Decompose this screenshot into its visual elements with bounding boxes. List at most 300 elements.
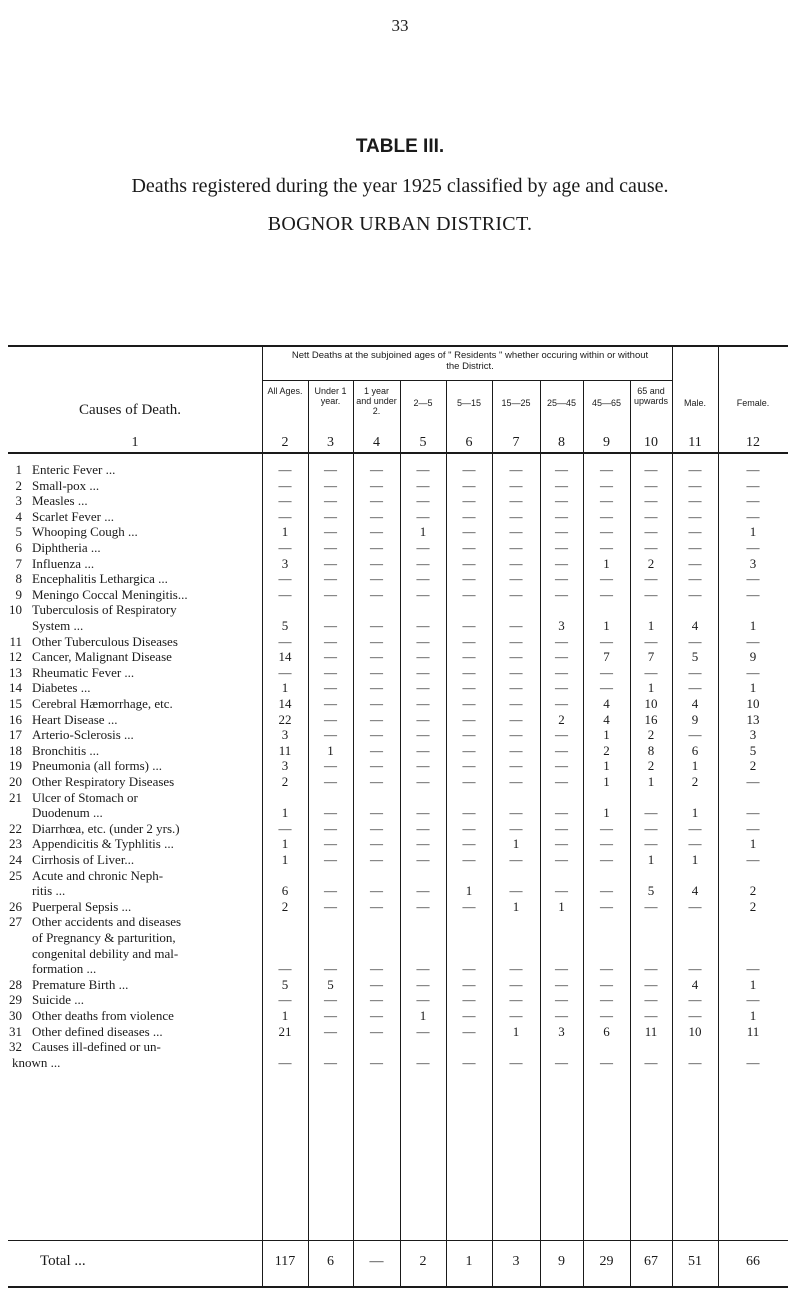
row-number: 30 xyxy=(9,1008,22,1023)
value-cell: — xyxy=(416,727,430,743)
value-cell: — xyxy=(370,617,383,633)
value-cell: — xyxy=(509,524,523,540)
column-number: 5 xyxy=(419,435,427,450)
value-cell: — xyxy=(278,508,292,524)
value-cell: 1 xyxy=(281,805,289,821)
value-cell: — xyxy=(416,774,430,789)
value-cell: 1 xyxy=(749,976,757,992)
value-cell: — xyxy=(509,664,523,680)
value-cell: — xyxy=(462,617,476,633)
value-cell: — xyxy=(416,462,430,477)
value-cell: 1 xyxy=(647,617,655,633)
column-divider xyxy=(583,380,584,1287)
value-cell: — xyxy=(555,649,568,665)
column-divider xyxy=(446,380,447,1287)
row-number: 12 xyxy=(9,649,22,665)
cause-name: Enteric Fever ... xyxy=(32,462,116,477)
value-cell: — xyxy=(746,477,760,493)
column-header: Female. xyxy=(736,398,770,408)
value-cell: — xyxy=(509,820,523,836)
value-cell: — xyxy=(416,664,430,680)
value-cell: 2 xyxy=(281,898,289,914)
column-header: All Ages. xyxy=(267,386,303,396)
value-cell: — xyxy=(555,992,568,1008)
value-cell: — xyxy=(462,664,476,680)
total-label: Total ... xyxy=(40,1253,86,1269)
value-cell: — xyxy=(600,586,613,602)
value-cell: — xyxy=(509,758,523,774)
value-cell: — xyxy=(509,508,523,524)
value-cell: — xyxy=(462,711,476,727)
value-cell: — xyxy=(416,742,430,758)
column-divider xyxy=(718,345,719,1287)
value-cell: 10 xyxy=(746,696,760,711)
value-cell: — xyxy=(278,493,292,509)
value-cell: — xyxy=(555,883,568,899)
value-cell: — xyxy=(370,805,383,821)
value-cell: — xyxy=(462,586,476,602)
page-number: 33 xyxy=(391,16,409,35)
row-number: 9 xyxy=(15,586,22,602)
value-cell: — xyxy=(370,571,383,587)
value-cell: — xyxy=(555,727,568,743)
column-number: 2 xyxy=(281,435,289,450)
column-divider xyxy=(262,345,263,1287)
cause-name: Meningo Coccal Meningitis... xyxy=(32,586,188,602)
value-cell: — xyxy=(746,820,760,836)
value-cell: — xyxy=(600,1008,613,1023)
value-cell: 1 xyxy=(419,524,427,540)
value-cell: 13 xyxy=(746,711,760,727)
value-cell: — xyxy=(462,508,476,524)
value-cell: — xyxy=(746,571,760,587)
value-cell: — xyxy=(370,758,383,774)
value-cell: — xyxy=(370,696,383,711)
value-cell: 1 xyxy=(647,774,655,789)
value-cell: — xyxy=(688,961,702,977)
value-cell: — xyxy=(644,820,658,836)
cause-name-continued: ritis ... xyxy=(32,883,66,899)
value-cell: 5 xyxy=(647,883,655,899)
value-cell: — xyxy=(509,711,523,727)
value-cell: — xyxy=(746,508,760,524)
row-number: 32 xyxy=(9,1039,22,1055)
value-cell: 14 xyxy=(278,649,292,665)
value-cell: — xyxy=(462,477,476,493)
value-cell: — xyxy=(555,571,568,587)
value-cell: — xyxy=(370,477,383,493)
column-number: 7 xyxy=(512,435,520,450)
value-cell: 2 xyxy=(647,758,655,774)
value-cell: — xyxy=(324,508,337,524)
value-cell: 7 xyxy=(647,649,655,665)
cause-name: Arterio-Sclerosis ... xyxy=(32,727,134,743)
cause-name: Diphtheria ... xyxy=(32,540,101,555)
value-cell: 1 xyxy=(749,680,757,696)
causes-header: Causes of Death. xyxy=(78,402,182,418)
value-cell: — xyxy=(462,696,476,711)
value-cell: — xyxy=(324,852,337,867)
value-cell: — xyxy=(509,462,523,477)
value-cell: — xyxy=(600,852,613,867)
value-cell: — xyxy=(370,836,383,852)
value-cell: 1 xyxy=(512,1023,520,1039)
value-cell: — xyxy=(555,742,568,758)
value-cell: — xyxy=(278,571,292,587)
value-cell: 5 xyxy=(281,976,289,992)
value-cell: — xyxy=(278,586,292,602)
value-cell: — xyxy=(600,992,613,1008)
value-cell: — xyxy=(600,976,613,992)
value-cell: — xyxy=(324,633,337,649)
value-cell: — xyxy=(370,555,383,571)
value-cell: — xyxy=(746,1054,760,1070)
column-divider xyxy=(540,380,541,1287)
value-cell: 2 xyxy=(603,742,610,758)
value-cell: — xyxy=(416,883,430,899)
column-number: 3 xyxy=(327,435,334,450)
value-cell: — xyxy=(370,649,383,665)
value-cell: — xyxy=(370,992,383,1008)
value-cell: — xyxy=(324,649,337,665)
district-name: BOGNOR URBAN DISTRICT. xyxy=(267,213,533,235)
value-cell: — xyxy=(555,524,568,540)
value-cell: — xyxy=(278,540,292,555)
value-cell: 10 xyxy=(644,696,658,711)
value-cell: 3 xyxy=(281,555,289,571)
value-cell: 7 xyxy=(603,649,610,665)
value-cell: — xyxy=(462,852,476,867)
value-cell: 3 xyxy=(281,758,289,774)
value-cell: — xyxy=(370,633,383,649)
cause-name: Premature Birth ... xyxy=(32,976,129,992)
cause-name-continued: System ... xyxy=(32,617,84,633)
column-number: 9 xyxy=(603,435,610,450)
column-header: 1 year and under 2. xyxy=(356,386,397,416)
column-divider xyxy=(492,380,493,1287)
value-cell: 1 xyxy=(281,680,289,696)
value-cell: 5 xyxy=(327,976,334,992)
group-header-rule xyxy=(262,380,672,381)
value-cell: — xyxy=(746,633,760,649)
column-divider xyxy=(308,380,309,1287)
row-number: 17 xyxy=(9,727,22,743)
cause-name: Pneumonia (all forms) ... xyxy=(32,758,162,774)
value-cell: — xyxy=(555,976,568,992)
value-cell: 1 xyxy=(691,758,699,774)
value-cell: — xyxy=(746,992,760,1008)
value-cell: 11 xyxy=(746,1023,760,1039)
value-cell: 1 xyxy=(749,836,757,852)
value-cell: — xyxy=(324,1023,337,1039)
row-number: 5 xyxy=(15,524,22,540)
column-divider xyxy=(630,380,631,1287)
value-cell: — xyxy=(600,680,613,696)
cause-name: Diarrhœa, etc. (under 2 yrs.) xyxy=(32,820,180,836)
value-cell: 10 xyxy=(688,1023,702,1039)
cause-name: Other accidents and diseases xyxy=(32,914,182,930)
column-number: 1 xyxy=(131,435,139,450)
value-cell: — xyxy=(278,633,292,649)
cause-name: Tuberculosis of Respiratory xyxy=(32,602,177,618)
value-cell: 1 xyxy=(603,758,610,774)
value-cell: — xyxy=(509,586,523,602)
value-cell: — xyxy=(462,555,476,571)
value-cell: — xyxy=(600,524,613,540)
value-cell: — xyxy=(416,555,430,571)
value-cell: — xyxy=(416,711,430,727)
column-header: Under 1 year. xyxy=(314,386,347,406)
value-cell: — xyxy=(555,586,568,602)
value-cell: — xyxy=(462,836,476,852)
value-cell: 2 xyxy=(647,727,655,743)
value-cell: — xyxy=(555,540,568,555)
value-cell: — xyxy=(644,898,658,914)
value-cell: — xyxy=(644,524,658,540)
cause-name: Rheumatic Fever ... xyxy=(32,664,135,680)
row-number: 8 xyxy=(15,571,22,587)
value-cell: — xyxy=(644,633,658,649)
value-cell: 9 xyxy=(749,649,757,665)
value-cell: — xyxy=(688,898,702,914)
value-cell: — xyxy=(746,462,760,477)
value-cell: — xyxy=(462,540,476,555)
row-number: 27 xyxy=(9,914,22,930)
value-cell: — xyxy=(416,493,430,509)
value-cell: 1 xyxy=(691,852,699,867)
cause-name: Cirrhosis of Liver... xyxy=(32,852,135,867)
total-cell: 66 xyxy=(746,1254,760,1269)
cause-name: Encephalitis Lethargica ... xyxy=(32,571,168,587)
value-cell: — xyxy=(324,477,337,493)
value-cell: 1 xyxy=(558,898,565,914)
cause-name: Scarlet Fever ... xyxy=(32,508,114,524)
value-cell: — xyxy=(370,742,383,758)
value-cell: — xyxy=(555,758,568,774)
value-cell: — xyxy=(555,477,568,493)
value-cell: — xyxy=(509,540,523,555)
value-cell: — xyxy=(600,836,613,852)
group-header: Nett Deaths at the subjoined ages of " Residents " whether occuring within or without the District. xyxy=(291,350,649,372)
value-cell: — xyxy=(688,493,702,509)
value-cell: — xyxy=(324,680,337,696)
value-cell: — xyxy=(278,1054,292,1070)
value-cell: — xyxy=(278,992,292,1008)
value-cell: 9 xyxy=(691,711,699,727)
value-cell: — xyxy=(644,992,658,1008)
value-cell: — xyxy=(370,540,383,555)
value-cell: — xyxy=(555,1008,568,1023)
value-cell: — xyxy=(416,852,430,867)
value-cell: — xyxy=(509,696,523,711)
cause-name: Other Tuberculous Diseases xyxy=(32,633,178,649)
value-cell: 4 xyxy=(691,617,699,633)
value-cell: — xyxy=(509,961,523,977)
value-cell: — xyxy=(416,1023,430,1039)
value-cell: — xyxy=(462,758,476,774)
value-cell: — xyxy=(555,664,568,680)
value-cell: — xyxy=(746,586,760,602)
value-cell: — xyxy=(324,586,337,602)
value-cell: — xyxy=(462,680,476,696)
column-divider xyxy=(353,380,354,1287)
row-number: 7 xyxy=(15,555,22,571)
value-cell: 8 xyxy=(647,742,655,758)
value-cell: 4 xyxy=(691,696,699,711)
value-cell: — xyxy=(324,1008,337,1023)
value-cell: — xyxy=(688,586,702,602)
column-number: 10 xyxy=(644,435,658,450)
value-cell: — xyxy=(644,540,658,555)
cause-name-continued: congenital debility and mal- xyxy=(32,945,179,961)
header-bottom-rule xyxy=(8,452,788,454)
value-cell: — xyxy=(555,774,568,789)
value-cell: 1 xyxy=(419,1008,427,1023)
value-cell: 1 xyxy=(603,727,610,743)
value-cell: — xyxy=(416,617,430,633)
value-cell: — xyxy=(462,820,476,836)
value-cell: 5 xyxy=(281,617,289,633)
value-cell: — xyxy=(462,524,476,540)
value-cell: — xyxy=(509,1054,523,1070)
value-cell: — xyxy=(644,1008,658,1023)
value-cell: — xyxy=(324,758,337,774)
value-cell: — xyxy=(416,758,430,774)
value-cell: — xyxy=(416,633,430,649)
total-cell: — xyxy=(369,1254,384,1269)
row-number: 22 xyxy=(9,820,22,836)
value-cell: — xyxy=(600,477,613,493)
value-cell: — xyxy=(555,696,568,711)
column-number: 8 xyxy=(558,435,565,450)
row-number: 21 xyxy=(9,789,22,805)
value-cell: — xyxy=(600,571,613,587)
row-number: 26 xyxy=(9,898,22,914)
value-cell: — xyxy=(370,976,383,992)
value-cell: — xyxy=(688,836,702,852)
value-cell: — xyxy=(324,617,337,633)
value-cell: — xyxy=(688,571,702,587)
value-cell: — xyxy=(462,742,476,758)
value-cell: 4 xyxy=(603,696,610,711)
value-cell: — xyxy=(370,508,383,524)
value-cell: — xyxy=(416,898,430,914)
value-cell: — xyxy=(416,1054,430,1070)
value-cell: — xyxy=(555,805,568,821)
value-cell: — xyxy=(600,820,613,836)
value-cell: — xyxy=(509,727,523,743)
value-cell: 2 xyxy=(647,555,655,571)
column-divider xyxy=(672,345,673,1287)
value-cell: — xyxy=(509,742,523,758)
value-cell: — xyxy=(324,555,337,571)
row-number: 14 xyxy=(9,680,22,696)
table-subtitle: Deaths registered during the year 1925 classified by age and cause. xyxy=(131,175,669,197)
value-cell: — xyxy=(509,571,523,587)
value-cell: 4 xyxy=(691,976,699,992)
value-cell: — xyxy=(600,508,613,524)
value-cell: — xyxy=(416,976,430,992)
value-cell: — xyxy=(600,633,613,649)
value-cell: — xyxy=(688,820,702,836)
value-cell: — xyxy=(600,493,613,509)
value-cell: — xyxy=(416,696,430,711)
cause-name: Diabetes ... xyxy=(32,680,91,696)
cause-name: Other Respiratory Diseases xyxy=(32,774,175,789)
value-cell: — xyxy=(509,883,523,899)
value-cell: — xyxy=(370,1023,383,1039)
value-cell: — xyxy=(600,540,613,555)
value-cell: — xyxy=(688,1054,702,1070)
value-cell: — xyxy=(370,493,383,509)
value-cell: — xyxy=(324,493,337,509)
value-cell: — xyxy=(746,852,760,867)
value-cell: — xyxy=(509,633,523,649)
value-cell: — xyxy=(746,961,760,977)
row-number: 23 xyxy=(9,836,22,852)
value-cell: — xyxy=(644,836,658,852)
value-cell: — xyxy=(555,508,568,524)
value-cell: 16 xyxy=(644,711,658,727)
column-header: 15—25 xyxy=(501,398,531,408)
value-cell: — xyxy=(324,540,337,555)
value-cell: — xyxy=(324,805,337,821)
value-cell: — xyxy=(370,883,383,899)
total-cell: 67 xyxy=(644,1254,658,1269)
value-cell: 1 xyxy=(465,883,473,899)
value-cell: 4 xyxy=(691,883,699,899)
cause-name: Suicide ... xyxy=(32,992,84,1008)
row-number: 18 xyxy=(9,742,22,758)
value-cell: 1 xyxy=(281,852,289,867)
value-cell: — xyxy=(600,961,613,977)
cause-name-continued: formation ... xyxy=(32,961,97,977)
value-cell: 1 xyxy=(603,774,610,789)
value-cell: — xyxy=(746,805,760,821)
value-cell: — xyxy=(324,883,337,899)
cause-name: Acute and chronic Neph- xyxy=(32,867,164,883)
value-cell: — xyxy=(462,571,476,587)
cause-name: Influenza ... xyxy=(32,555,95,571)
value-cell: — xyxy=(555,961,568,977)
row-number: 10 xyxy=(9,602,22,618)
value-cell: — xyxy=(555,680,568,696)
value-cell: — xyxy=(370,524,383,540)
cause-name: Measles ... xyxy=(32,493,88,509)
value-cell: — xyxy=(688,540,702,555)
row-number: 15 xyxy=(9,696,22,711)
value-cell: — xyxy=(746,493,760,509)
value-cell: 1 xyxy=(603,805,610,821)
row-number: 6 xyxy=(15,540,22,555)
cause-name: Whooping Cough ... xyxy=(32,524,138,540)
value-cell: 14 xyxy=(278,696,292,711)
cause-name: Small-pox ... xyxy=(32,477,100,493)
row-number: 4 xyxy=(15,508,22,524)
cause-name: Heart Disease ... xyxy=(32,711,118,727)
value-cell: — xyxy=(278,820,292,836)
value-cell: — xyxy=(644,477,658,493)
value-cell: — xyxy=(324,664,337,680)
value-cell: — xyxy=(370,727,383,743)
value-cell: — xyxy=(555,633,568,649)
value-cell: 1 xyxy=(281,524,289,540)
value-cell: 1 xyxy=(647,852,655,867)
row-number: 11 xyxy=(9,633,22,649)
value-cell: 4 xyxy=(603,711,610,727)
value-cell: — xyxy=(462,493,476,509)
value-cell: — xyxy=(416,680,430,696)
